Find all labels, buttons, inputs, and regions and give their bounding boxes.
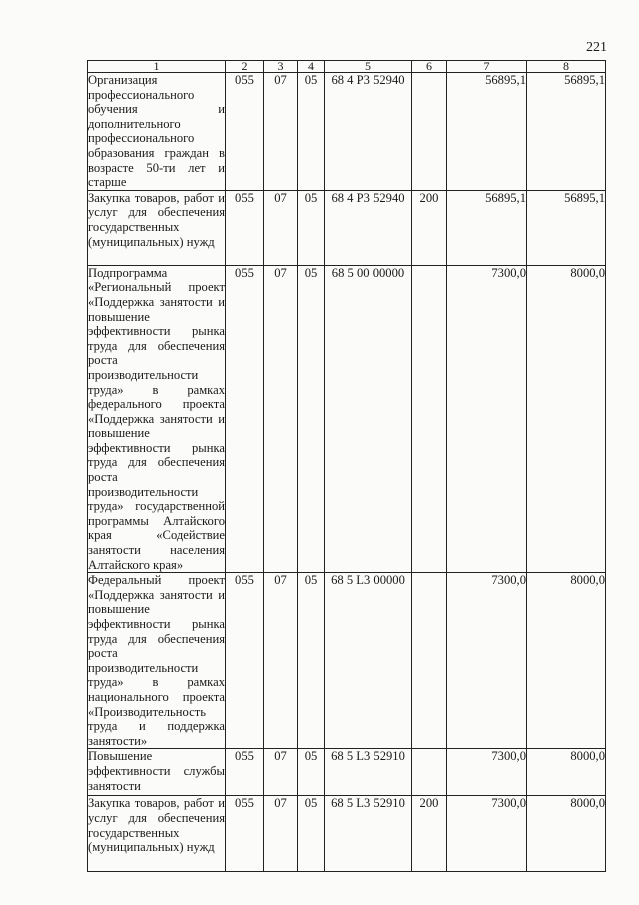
section-code: 07 (264, 796, 298, 872)
column-header: 3 (264, 61, 298, 73)
row-name: Повышение эффективности службы занятости (88, 749, 226, 796)
amount-col7: 56895,1 (447, 73, 527, 191)
target-article: 68 4 P3 52940 (325, 73, 412, 191)
expense-type (412, 573, 447, 749)
target-article: 68 5 L3 00000 (325, 573, 412, 749)
subsection-code: 05 (298, 73, 325, 191)
table-row (88, 796, 606, 872)
column-header: 1 (88, 61, 226, 73)
expense-type (412, 73, 447, 191)
target-article: 68 5 L3 52910 (325, 796, 412, 872)
ministry-code: 055 (226, 73, 264, 191)
expense-type (412, 265, 447, 572)
column-header: 8 (527, 61, 606, 73)
section-code: 07 (264, 573, 298, 749)
header-row (88, 61, 606, 73)
amount-col8: 8000,0 (527, 573, 606, 749)
column-header: 5 (325, 61, 412, 73)
subsection-code: 05 (298, 190, 325, 265)
ministry-code: 055 (226, 749, 264, 796)
amount-col8: 56895,1 (527, 190, 606, 265)
expense-type: 200 (412, 796, 447, 872)
section-code: 07 (264, 73, 298, 191)
row-name: Федеральный проект «Поддержка занятости и повышение эффективности рынка труда для обеспечения роста производительности труда» в рамках национального проекта «Производительность труда и поддержка занятости» (88, 573, 225, 748)
table-row (88, 749, 606, 796)
section-code: 07 (264, 749, 298, 796)
row-name: Закупка товаров, работ и услуг для обеспечения государственных (муниципальных) нужд (88, 190, 226, 265)
subsection-code: 05 (298, 749, 325, 796)
ministry-code: 055 (226, 265, 264, 572)
ministry-code: 055 (226, 573, 264, 749)
page-number: 221 (586, 40, 607, 55)
table-row (88, 73, 606, 191)
subsection-code: 05 (298, 796, 325, 872)
subsection-code: 05 (298, 573, 325, 749)
amount-col8: 56895,1 (527, 73, 606, 191)
amount-col7: 7300,0 (447, 796, 527, 872)
amount-col7: 7300,0 (447, 749, 527, 796)
amount-col7: 56895,1 (447, 190, 527, 265)
ministry-code: 055 (226, 796, 264, 872)
budget-table (87, 60, 606, 872)
column-header: 4 (298, 61, 325, 73)
table-row (88, 265, 606, 572)
target-article: 68 5 L3 52910 (325, 749, 412, 796)
amount-col8: 8000,0 (527, 265, 606, 572)
column-header: 2 (226, 61, 264, 73)
ministry-code: 055 (226, 190, 264, 265)
target-article: 68 5 00 00000 (325, 265, 412, 572)
section-code: 07 (264, 190, 298, 265)
expense-type (412, 749, 447, 796)
table-row (88, 573, 606, 749)
amount-col8: 8000,0 (527, 749, 606, 796)
row-name: Организация профессионального обучения и дополнительного профессионального образования граждан в возрасте 50-ти лет и старше (88, 73, 225, 190)
row-name: Подпрограмма «Региональный проект «Поддержка занятости и повышение эффективности рынка труда для обеспечения роста производительности труда» в рамках федерального проекта «Поддержка занятости и повышение эффективности рынка труда для обеспечения роста производительности труда» государственной программы Алтайского края «Содействие занятости населения Алтайского края» (88, 265, 225, 572)
amount-col7: 7300,0 (447, 265, 527, 572)
table-row (88, 190, 606, 265)
section-code: 07 (264, 265, 298, 572)
expense-type: 200 (412, 190, 447, 265)
amount-col7: 7300,0 (447, 573, 527, 749)
column-header: 6 (412, 61, 447, 73)
column-header: 7 (447, 61, 527, 73)
row-name: Закупка товаров, работ и услуг для обеспечения государственных (муниципальных) нужд (88, 796, 226, 872)
subsection-code: 05 (298, 265, 325, 572)
target-article: 68 4 P3 52940 (325, 190, 412, 265)
amount-col8: 8000,0 (527, 796, 606, 872)
